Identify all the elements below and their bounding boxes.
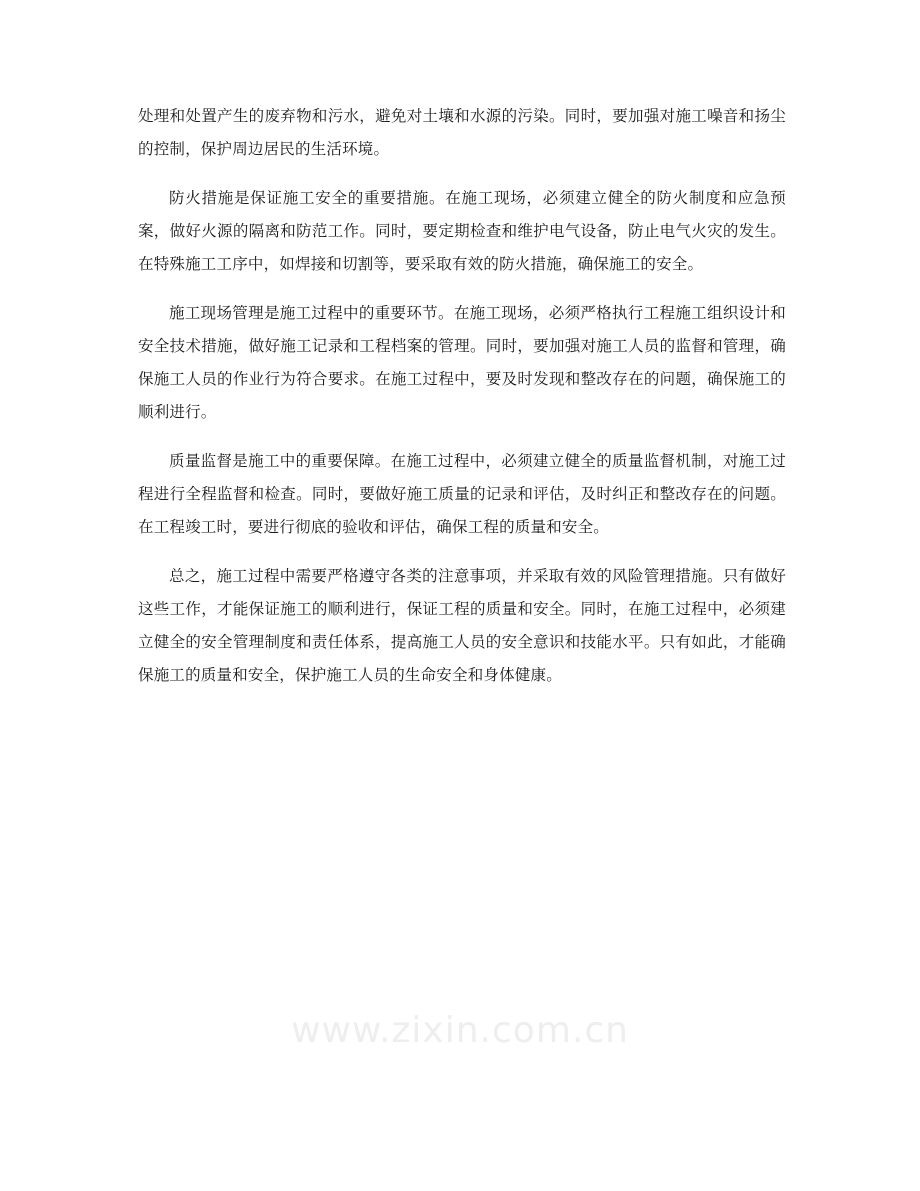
paragraph-quality-supervision: 质量监督是施工中的重要保障。在施工过程中，必须建立健全的质量监督机制，对施工过程进行全程监督和检查。同时，要做好施工质量的记录和评估，及时纠正和整改存在的问题。在工程竣工时，要进行彻底的验收和评估，确保工程的质量和安全。 xyxy=(138,452,786,536)
paragraph-conclusion: 总之，施工过程中需要严格遵守各类的注意事项，并采取有效的风险管理措施。只有做好这些工作，才能保证施工的顺利进行，保证工程的质量和安全。同时，在施工过程中，必须建立健全的安全管理制度和责任体系，提高施工人员的安全意识和技能水平。只有如此，才能确保施工的质量和安全，保护施工人员的生命安全和身体健康。 xyxy=(138,567,786,684)
paragraph-continuation: 处理和处置产生的废弃物和污水，避免对土壤和水源的污染。同时，要加强对施工噪音和扬尘的控制，保护周边居民的生活环境。 xyxy=(138,107,786,158)
paragraph-fire-prevention: 防火措施是保证施工安全的重要措施。在施工现场，必须建立健全的防火制度和应急预案，做好火源的隔离和防范工作。同时，要定期检查和维护电气设备，防止电气火灾的发生。在特殊施工工序中，如焊接和切割等，要采取有效的防火措施，确保施工的安全。 xyxy=(138,189,786,273)
watermark-text: www.zixin.com.cn xyxy=(291,1010,629,1051)
paragraph-site-management: 施工现场管理是施工过程中的重要环节。在施工现场，必须严格执行工程施工组织设计和安全技术措施，做好施工记录和工程档案的管理。同时，要加强对施工人员的监督和管理，确保施工人员的作业行为符合要求。在施工过程中，要及时发现和整改存在的问题，确保施工的顺利进行。 xyxy=(138,304,786,421)
document-body xyxy=(138,100,786,708)
